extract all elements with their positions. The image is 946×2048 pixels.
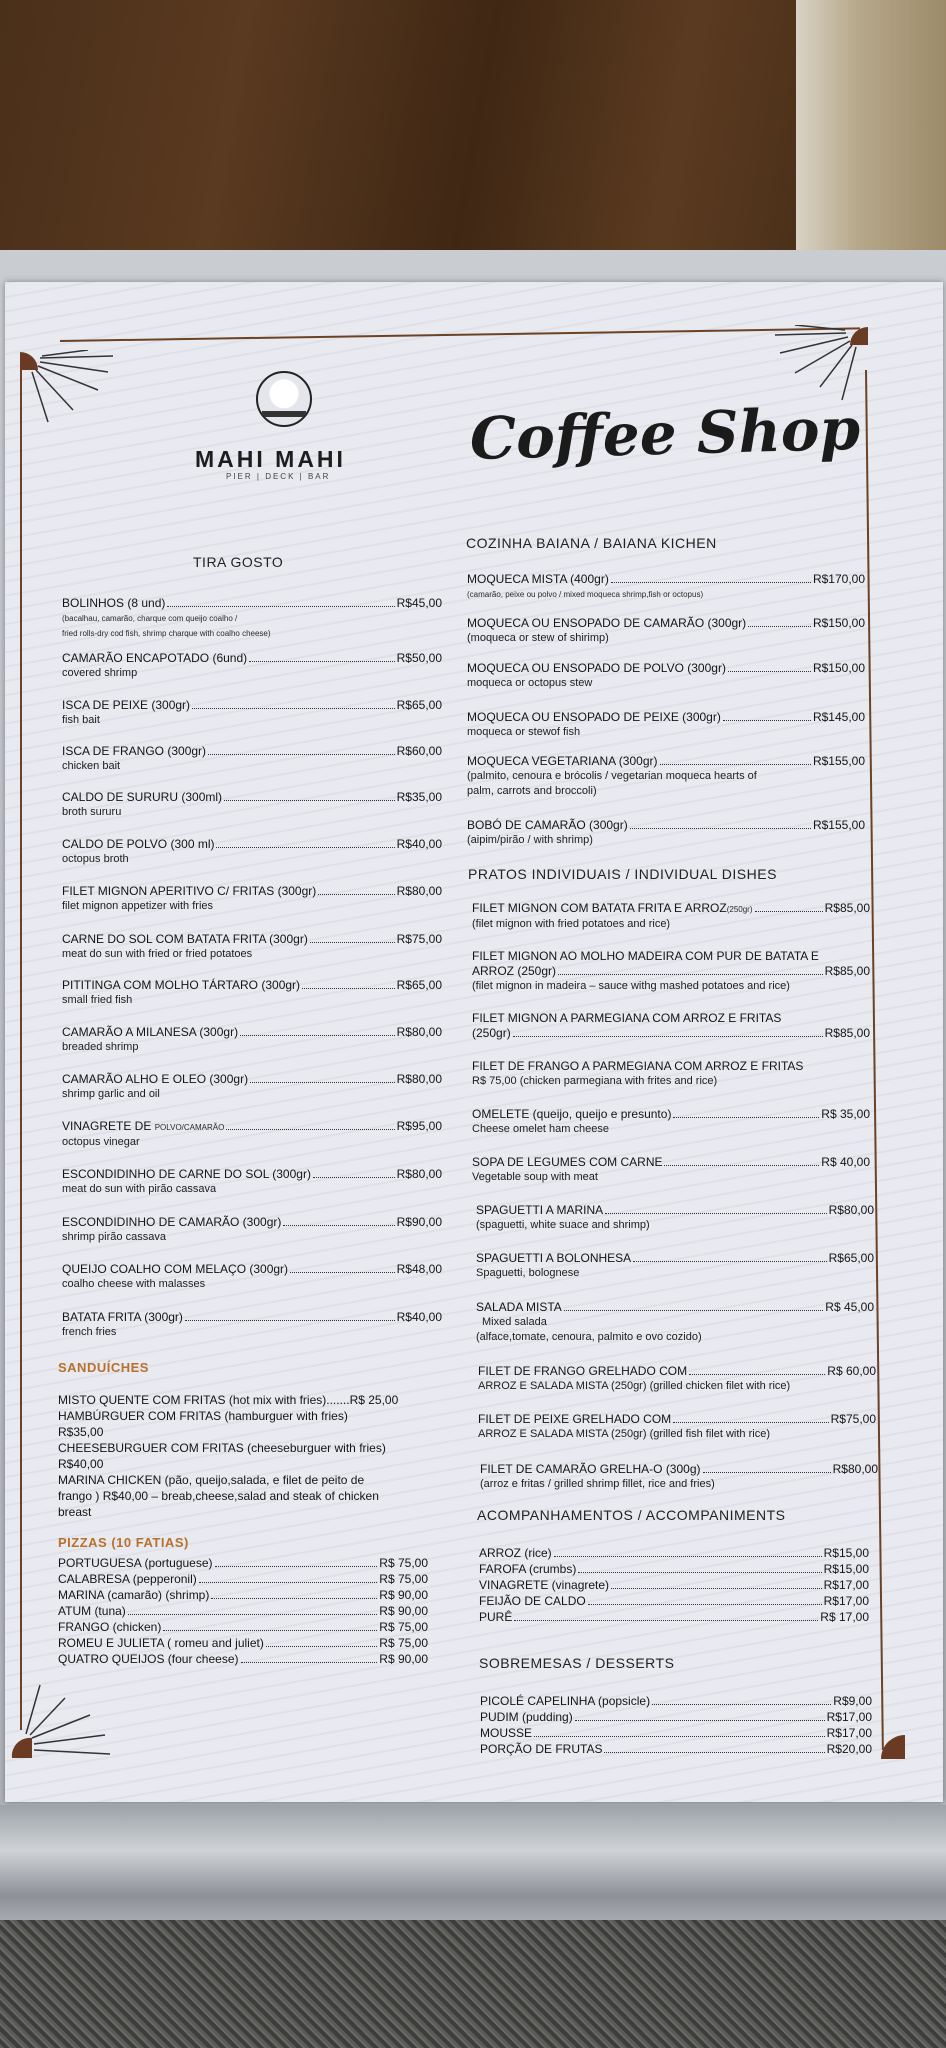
menu-item: MOQUECA OU ENSOPADO DE POLVO (300gr) R$150,00 moqueca or octopus stew	[467, 661, 865, 689]
side-item: VINAGRETE (vinagrete) R$17,00	[479, 1578, 869, 1592]
wall-background	[796, 0, 946, 270]
pizza-item: QUATRO QUEIJOS (four cheese) R$ 90,00	[58, 1652, 428, 1666]
menu-item: VINAGRETE DE POLVO/CAMARÃO R$95,00 octopus vinegar	[62, 1119, 442, 1148]
menu-item: QUEIJO COALHO COM MELAÇO (300gr) R$48,00 coalho cheese with malasses	[62, 1262, 442, 1290]
side-item: PURÊ R$ 17,00	[479, 1610, 869, 1624]
side-item: ARROZ (rice) R$15,00	[479, 1546, 869, 1560]
menu-item: CARNE DO SOL COM BATATA FRITA (300gr) R$75,00 meat do sun with fried or fried potatoes	[62, 932, 442, 960]
menu-item: CAMARÃO ENCAPOTADO (6und) R$50,00 covered shrimp	[62, 651, 442, 679]
menu-item: BATATA FRITA (300gr) R$40,00 french fries	[62, 1310, 442, 1338]
pizza-item: ROMEU E JULIETA ( romeu and juliet) R$ 75,00	[58, 1636, 428, 1650]
menu-item: MOQUECA OU ENSOPADO DE CAMARÃO (300gr) R$150,00 (moqueca or stew of shirimp)	[467, 616, 865, 644]
menu-item: FILET MIGNON AO MOLHO MADEIRA COM PUR DE BATATA E ARROZ (250gr) R$85,00 (filet mignon in madeira – sauce withg mashed potatoes and rice)	[472, 949, 870, 992]
coffee-shop-title: Coffee Shop	[469, 394, 861, 473]
menu-holder-base	[0, 1805, 946, 1935]
pizza-item: PORTUGUESA (portuguese) R$ 75,00	[58, 1556, 428, 1570]
menu-item: FILET MIGNON APERITIVO C/ FRITAS (300gr) R$80,00 filet mignon appetizer with fries	[62, 884, 442, 912]
section-title-sanduiches: SANDUÍCHES	[58, 1360, 149, 1375]
section-title-pratos-individuais: PRATOS INDIVIDUAIS / INDIVIDUAL DISHES	[468, 866, 777, 882]
menu-item: FILET MIGNON COM BATATA FRITA E ARROZ (250gr) R$85,00 (filet mignon with fried potatoes and rice)	[472, 901, 870, 930]
pizza-item: MARINA (camarão) (shrimp) R$ 90,00	[58, 1588, 428, 1602]
menu-item: CAMARÃO A MILANESA (300gr) R$80,00 breaded shrimp	[62, 1025, 442, 1053]
pizza-item: CALABRESA (pepperonil) R$ 75,00	[58, 1572, 428, 1586]
sanduiche-line: frango ) R$40,00 – breab,cheese,salad and steak of chicken	[58, 1489, 379, 1503]
menu-item: BOBÓ DE CAMARÃO (300gr) R$155,00 (aipim/pirão / with shrimp)	[467, 818, 865, 846]
sun-rays-icon-bottom-left	[10, 1680, 120, 1760]
section-title-tira-gosto: TIRA GOSTO	[193, 554, 284, 570]
menu-item: CALDO DE POLVO (300 ml) R$40,00 octopus broth	[62, 837, 442, 865]
sanduiche-line: CHEESEBURGUER COM FRITAS (cheeseburguer with fries)	[58, 1441, 386, 1455]
menu-item: SPAGUETTI A MARINA R$80,00 (spaguetti, white suace and shrimp)	[476, 1203, 874, 1231]
pizza-item: ATUM (tuna) R$ 90,00	[58, 1604, 428, 1618]
side-item: FAROFA (crumbs) R$15,00	[479, 1562, 869, 1576]
sanduiche-line: HAMBÚRGUER COM FRITAS (hamburguer with fries)	[58, 1409, 348, 1423]
sanduiche-line: MISTO QUENTE COM FRITAS (hot mix with fries).......R$ 25,00	[58, 1393, 399, 1407]
menu-item: MOQUECA OU ENSOPADO DE PEIXE (300gr) R$145,00 moqueca or stewof fish	[467, 710, 865, 738]
dessert-item: PORÇÃO DE FRUTAS R$20,00	[480, 1742, 872, 1756]
menu-item: MOQUECA VEGETARIANA (300gr) R$155,00 (palmito, cenoura e brócolis / vegetarian moqueca hearts of palm, carrots and broccoli)	[467, 754, 865, 797]
brand-name: MAHI MAHI	[195, 446, 346, 472]
menu-item: FILET DE CAMARÃO GRELHA-O (300g) R$80,00 (arroz e fritas / grilled shrimp fillet, rice and fries)	[480, 1462, 878, 1490]
dessert-item: MOUSSE R$17,00	[480, 1726, 872, 1740]
menu-item: ESCONDIDINHO DE CAMARÃO (300gr) R$90,00 shrimp pirão cassava	[62, 1215, 442, 1243]
menu-item: ESCONDIDINHO DE CARNE DO SOL (300gr) R$80,00 meat do sun with pirão cassava	[62, 1167, 442, 1195]
menu-item: ISCA DE PEIXE (300gr) R$65,00 fish bait	[62, 698, 442, 726]
side-item: FEIJÃO DE CALDO R$17,00	[479, 1594, 869, 1608]
dessert-item: PUDIM (pudding) R$17,00	[480, 1710, 872, 1724]
floor-background	[0, 1920, 946, 2048]
menu-item: SALADA MISTA R$ 45,00 Mixed salada (alface,tomate, cenoura, palmito e ovo cozido)	[476, 1300, 874, 1343]
dessert-item: PICOLÉ CAPELINHA (popsicle) R$9,00	[480, 1694, 872, 1708]
mahi-mahi-logo-icon	[256, 371, 312, 427]
menu-item: MOQUECA MISTA (400gr) R$170,00 (camarão, peixe ou polvo / mixed moqueca shrimp,fish or octopus)	[467, 572, 865, 599]
menu-item: FILET DE FRANGO GRELHADO COM R$ 60,00 ARROZ E SALADA MISTA (250gr) (grilled chicken filet with rice)	[478, 1364, 876, 1392]
menu-item: FILET DE PEIXE GRELHADO COM R$75,00 ARROZ E SALADA MISTA (250gr) (grilled fish filet with rice)	[478, 1412, 876, 1440]
sanduiche-line: breast	[58, 1505, 92, 1519]
pizza-item: FRANGO (chicken) R$ 75,00	[58, 1620, 428, 1634]
menu-item: FILET DE FRANGO A PARMEGIANA COM ARROZ E FRITAS R$ 75,00 (chicken parmegiana with frites and rice)	[472, 1059, 804, 1087]
menu-item: OMELETE (queijo, queijo e presunto) R$ 35,00 Cheese omelet ham cheese	[472, 1107, 870, 1135]
sun-rays-icon-top-right	[770, 325, 870, 405]
sanduiche-line: MARINA CHICKEN (pão, queijo,salada, e filet de peito de	[58, 1473, 365, 1487]
brand-tagline: PIER | DECK | BAR	[226, 472, 331, 481]
menu-item: SPAGUETTI A BOLONHESA R$65,00 Spaguetti, bolognese	[476, 1251, 874, 1279]
section-title-pizzas: PIZZAS (10 FATIAS)	[58, 1535, 189, 1550]
menu-item: CALDO DE SURURU (300ml) R$35,00 broth sururu	[62, 790, 442, 818]
menu-item: SOPA DE LEGUMES COM CARNE R$ 40,00 Vegetable soup with meat	[472, 1155, 870, 1183]
section-title-acompanhamentos: ACOMPANHAMENTOS / ACCOMPANIMENTS	[477, 1507, 786, 1523]
sun-rays-icon-top-left	[18, 350, 128, 430]
sanduiche-line: R$40,00	[58, 1457, 104, 1471]
menu-border-left	[20, 360, 22, 1730]
menu-item: ISCA DE FRANGO (300gr) R$60,00 chicken bait	[62, 744, 442, 772]
sanduiche-line: R$35,00	[58, 1425, 104, 1439]
menu-item: FILET MIGNON A PARMEGIANA COM ARROZ E FRITAS (250gr) R$85,00	[472, 1011, 870, 1040]
section-title-cozinha-baiana: COZINHA BAIANA / BAIANA KICHEN	[466, 535, 717, 551]
section-title-sobremesas: SOBREMESAS / DESSERTS	[479, 1655, 675, 1671]
menu-item: PITITINGA COM MOLHO TÁRTARO (300gr) R$65,00 small fried fish	[62, 978, 442, 1006]
menu-item: CAMARÃO ALHO E OLEO (300gr) R$80,00 shrimp garlic and oil	[62, 1072, 442, 1100]
menu-item: BOLINHOS (8 und) R$45,00 (bacalhau, camarão, charque com queijo coalho / fried rolls-dry cod fish, shrimp charque with coalho cheese)	[62, 596, 442, 638]
